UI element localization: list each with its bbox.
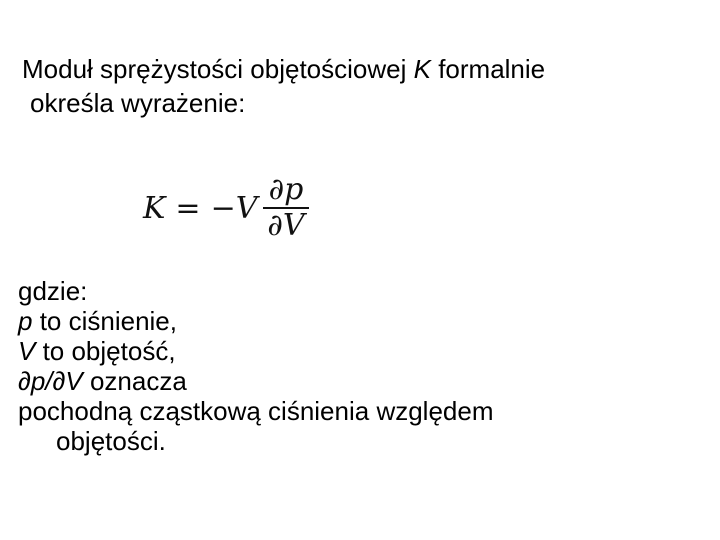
definition-v-text: to objętość, [35, 336, 176, 366]
symbol-p: p [18, 306, 33, 336]
formula-numerator: ∂p [268, 172, 304, 207]
formula-denominator: ∂V [267, 208, 305, 243]
symbol-v: V [18, 336, 36, 366]
formula-equals: = [175, 190, 201, 226]
definition-derivative [18, 366, 708, 396]
intro-line1-before: Moduł sprężystości objętościowej [22, 54, 414, 84]
intro-line1-after: formalnie [430, 54, 546, 84]
intro-text [22, 52, 702, 120]
intro-line1 [22, 54, 545, 84]
definition-derivative-text: oznacza [82, 366, 187, 396]
bulk-modulus-formula [143, 168, 309, 248]
intro-line2: określa wyrażenie: [30, 88, 246, 118]
definitions-heading: gdzie: [18, 276, 88, 306]
definition-p-text: to ciśnienie, [32, 306, 177, 336]
intro-symbol-k: K [413, 54, 431, 84]
definition-derivative-line3: objętości. [56, 426, 166, 456]
formula-minus-v: −V [210, 190, 258, 226]
definition-p [18, 306, 708, 336]
formula-fraction [263, 173, 308, 243]
definition-v [18, 336, 708, 366]
definition-derivative-line2: pochodną cząstkową ciśnienia względem [18, 396, 494, 426]
symbol-derivative: ∂p/∂V [18, 366, 83, 396]
definitions [18, 276, 708, 456]
formula-lhs: K [143, 190, 166, 226]
